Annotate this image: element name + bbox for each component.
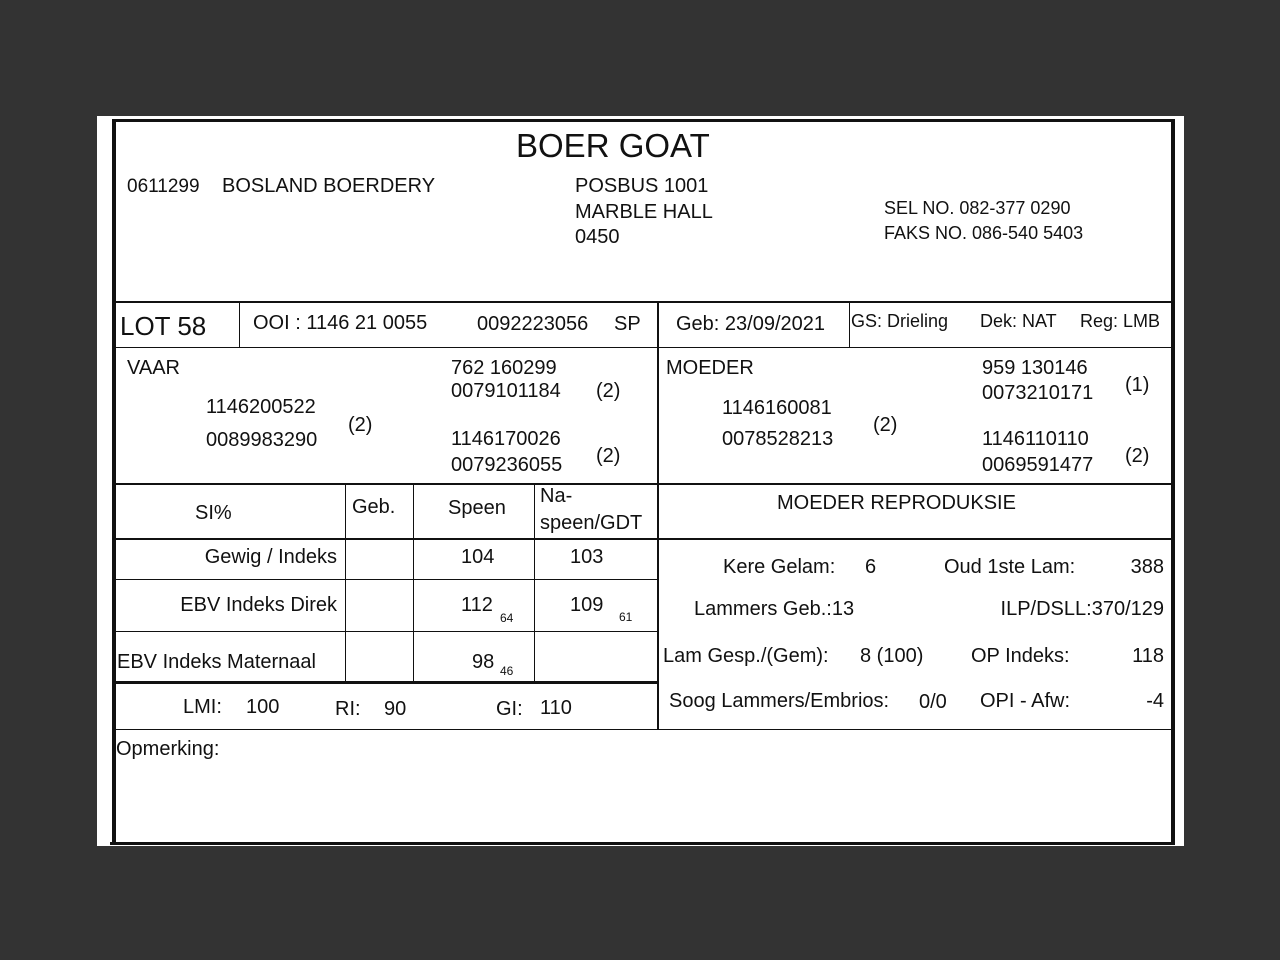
gi-label: GI:	[496, 698, 523, 720]
gesp-value: 8 (100)	[860, 645, 924, 667]
birth-status: GS: Drieling	[851, 311, 949, 331]
row-maternal-label: EBV Indeks Maternaal	[117, 651, 316, 673]
dam-dam-number: 0069591477	[982, 454, 1094, 476]
oud-label: Oud 1ste Lam:	[944, 556, 1076, 578]
dam-sire-id: 959 130146	[982, 357, 1088, 379]
divider-lot-vertical	[239, 302, 240, 348]
kere-value: 6	[865, 556, 877, 578]
dam-number: 0078528213	[722, 428, 834, 450]
fax-number: FAKS NO. 086-540 5403	[884, 223, 1084, 243]
registration-number: 0092223056	[477, 313, 589, 335]
divider-col-naspeen	[534, 485, 535, 682]
sire-dam-count: (2)	[596, 445, 621, 467]
owner-name: BOSLAND BOERDERY	[222, 175, 436, 197]
op-label: OP Indeks:	[971, 645, 1070, 667]
remarks-label: Opmerking:	[116, 738, 220, 760]
birth-date: Geb: 23/09/2021	[676, 313, 826, 335]
si-header: SI%	[195, 502, 232, 524]
row-weight-speen: 104	[461, 546, 495, 568]
lmi-value: 100	[246, 696, 280, 718]
divider-pedigree	[114, 483, 1173, 485]
soog-label: Soog Lammers/Embrios:	[669, 690, 890, 712]
lot-number: LOT 58	[120, 311, 207, 341]
divider-col-geb	[345, 485, 346, 682]
sex-code: SP	[614, 313, 641, 335]
row-weight-label: Gewig / Indeks	[204, 546, 337, 568]
divider-table-bottom	[114, 681, 658, 684]
sire-sire-number: 0079101184	[451, 380, 561, 402]
ewe-id: OOI : 1146 21 0055	[253, 312, 428, 334]
address-line-2: MARBLE HALL	[575, 201, 713, 223]
ri-label: RI:	[335, 698, 361, 720]
dam-label: MOEDER	[666, 357, 754, 379]
border-bottom	[110, 842, 1175, 845]
oud-value: 388	[1130, 556, 1164, 578]
row-maternal-speen-accuracy: 46	[500, 664, 514, 678]
row-direct-naspeen: 109	[570, 594, 604, 616]
divider-row1	[114, 579, 658, 580]
dam-id: 1146160081	[722, 397, 832, 419]
sire-dam-number: 0079236055	[451, 454, 563, 476]
dam-dam-count: (2)	[1125, 445, 1150, 467]
naspeen-header-1: Na-	[540, 485, 573, 507]
dam-count: (2)	[873, 414, 898, 436]
op-value: 118	[1132, 645, 1164, 667]
sire-number: 0089983290	[206, 429, 318, 451]
phone-number: SEL NO. 082-377 0290	[884, 198, 1071, 218]
mating-type: Dek: NAT	[980, 311, 1057, 331]
geb-header: Geb.	[352, 496, 396, 518]
row-direct-label: EBV Indeks Direk	[180, 594, 337, 616]
lammers-born: Lammers Geb.:13	[694, 598, 855, 620]
gi-value: 110	[540, 697, 572, 719]
divider-header	[114, 301, 1173, 303]
dam-dam-id: 1146110110	[982, 428, 1089, 450]
border-left	[112, 119, 116, 845]
ilp-dsll: ILP/DSLL:370/129	[1000, 598, 1164, 620]
divider-table-head	[114, 538, 1173, 540]
opi-label: OPI - Afw:	[980, 690, 1071, 712]
reproduction-title: MOEDER REPRODUKSIE	[777, 492, 1016, 514]
divider-col-speen	[413, 485, 414, 682]
lmi-label: LMI:	[183, 696, 222, 718]
sire-count: (2)	[348, 414, 373, 436]
kere-label: Kere Gelam:	[723, 556, 836, 578]
opi-value: -4	[1146, 690, 1164, 712]
address-line-3: 0450	[575, 226, 620, 248]
soog-value: 0/0	[919, 691, 947, 713]
row-direct-speen-accuracy: 64	[500, 611, 514, 625]
ri-value: 90	[384, 698, 407, 720]
divider-center	[657, 302, 659, 730]
sire-id: 1146200522	[206, 396, 316, 418]
naspeen-header-2: speen/GDT	[540, 512, 643, 534]
row-direct-speen: 112	[461, 594, 493, 616]
row-direct-naspeen-accuracy: 61	[619, 610, 633, 624]
divider-indices	[114, 729, 1173, 730]
register: Reg: LMB	[1080, 311, 1161, 331]
sire-sire-id: 762 160299	[451, 357, 557, 379]
owner-code: 0611299	[127, 176, 200, 197]
row-weight-naspeen: 103	[570, 546, 604, 568]
dam-sire-number: 0073210171	[982, 382, 1094, 404]
card-title: BOER GOAT	[516, 127, 710, 164]
address-line-1: POSBUS 1001	[575, 175, 709, 197]
row-maternal-speen: 98	[472, 651, 495, 673]
sire-label: VAAR	[127, 357, 180, 379]
sire-dam-id: 1146170026	[451, 428, 561, 450]
divider-geb-vertical	[849, 302, 850, 348]
divider-row2	[114, 631, 658, 632]
dam-sire-count: (1)	[1125, 374, 1150, 396]
border-top	[112, 119, 1175, 122]
sire-sire-count: (2)	[596, 380, 621, 402]
gesp-label: Lam Gesp./(Gem):	[663, 645, 829, 667]
speen-header: Speen	[448, 497, 506, 519]
border-right	[1171, 119, 1175, 845]
divider-lot	[114, 347, 1173, 348]
